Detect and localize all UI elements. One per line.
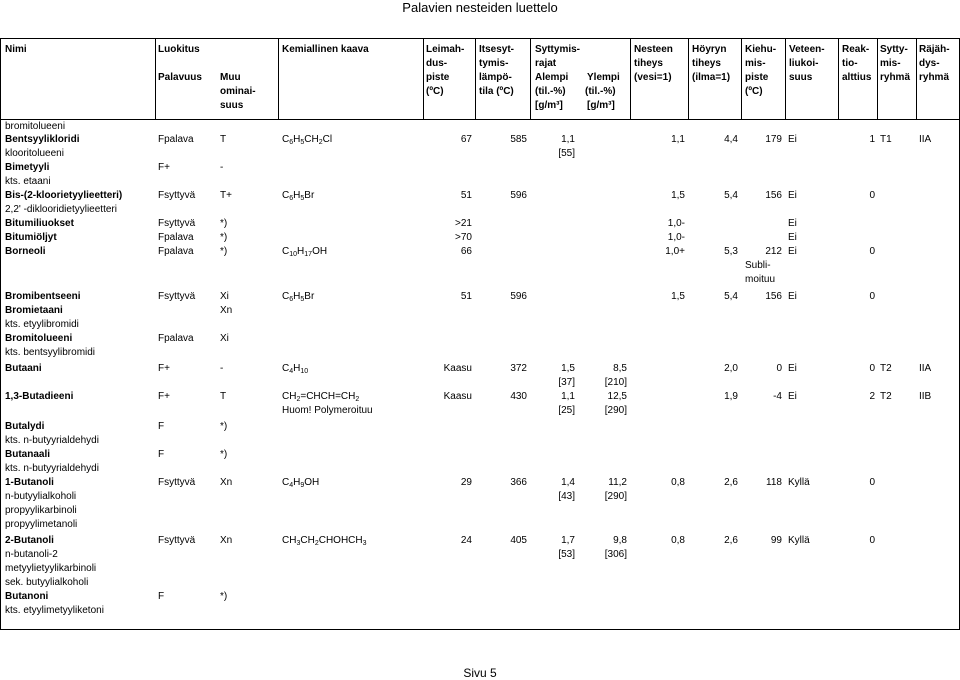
header-itsesyttymis: tymis- <box>479 58 509 69</box>
row-name: Bis-(2-kloorietyylieetteri) <box>5 190 123 201</box>
header-syttymisryhma: ryhmä <box>880 72 911 83</box>
header-reaktioalttius: alttius <box>842 72 872 83</box>
row-reaktioalttius: 0 <box>869 535 875 546</box>
row-kiehumispiste: 0 <box>776 363 782 374</box>
row-hoyryn-tiheys: 5,4 <box>724 190 738 201</box>
row-name: sek. butyylialkoholi <box>5 577 89 588</box>
row-formula: $C_6H_5CH_2Cl$ <box>282 134 333 146</box>
header-itsesyttymis: tila (ºC) <box>479 86 514 97</box>
row-name: 1-Butanoli <box>5 477 54 488</box>
row-name: n-butyylialkoholi <box>5 491 77 502</box>
row-leimahduspiste: Kaasu <box>443 363 472 374</box>
row-muu: Xi <box>220 291 229 302</box>
header-hoyryn-tiheys: Höyryn <box>692 44 727 55</box>
row-muu: - <box>220 162 224 173</box>
header-reaktioalttius: Reak- <box>842 44 870 55</box>
header-palavuus: Palavuus <box>158 72 202 83</box>
row-name: kts. etyylimetyyliketoni <box>5 605 104 616</box>
page-number: Sivu 5 <box>463 666 497 680</box>
document-title: Palavien nesteiden luettelo <box>402 0 558 15</box>
row-name: kts. etyylibromidi <box>5 319 79 330</box>
header-itsesyttymis: Itsesyt- <box>479 44 515 55</box>
row-kiehumispiste: 212 <box>765 246 782 257</box>
row-name: propyylikarbinoli <box>5 505 77 516</box>
row-name: kts. etaani <box>5 176 51 187</box>
header-nesteen-tiheys: tiheys <box>634 58 663 69</box>
row-veteenliukoisuus: Kyllä <box>788 477 810 488</box>
row-itsesyttymis: 366 <box>510 477 527 488</box>
col-divider <box>838 39 839 119</box>
row-leimahduspiste: 29 <box>460 477 472 488</box>
row-palavuus: Fpalava <box>158 232 194 243</box>
row-palavuus: F+ <box>158 391 170 402</box>
row-formula: $CH_2=CHCH=CH_2$ <box>282 391 360 403</box>
row-ylempi: [290] <box>604 491 627 502</box>
row-alempi: [43] <box>558 491 575 502</box>
row-leimahduspiste: 67 <box>460 134 472 145</box>
row-hoyryn-tiheys: 2,6 <box>724 535 738 546</box>
row-muu: Xn <box>220 477 233 488</box>
row-palavuus: F <box>158 449 165 460</box>
col-divider <box>530 39 531 119</box>
header-syttymisryhma: Sytty- <box>880 44 908 55</box>
row-alempi: [25] <box>558 405 575 416</box>
row-name: 2-Butanoli <box>5 535 54 546</box>
row-alempi: 1,4 <box>561 477 575 488</box>
row-formula: $C_{10}H_{17}OH$ <box>282 246 328 258</box>
row-itsesyttymis: 430 <box>510 391 527 402</box>
row-itsesyttymis: 372 <box>510 363 527 374</box>
row-hoyryn-tiheys: 5,4 <box>724 291 738 302</box>
row-name: Butanaali <box>5 449 51 460</box>
header-luokitus: Luokitus <box>158 44 200 55</box>
row-palavuus: F+ <box>158 162 170 173</box>
row-kiehumispiste: 99 <box>770 535 782 546</box>
row-ylempi: 12,5 <box>607 391 627 402</box>
row-hoyryn-tiheys: 5,3 <box>724 246 738 257</box>
header-hoyryn-tiheys: (ilma=1) <box>692 72 731 83</box>
header-leimahduspiste: dus- <box>426 58 448 69</box>
row-muu: Xi <box>220 333 229 344</box>
row-formula: $CH_3CH_2CHOHCH_3$ <box>282 535 367 547</box>
row-hoyryn-tiheys: 2,6 <box>724 477 738 488</box>
header-leimahduspiste: Leimah- <box>426 44 465 55</box>
row-muu: *) <box>220 232 228 243</box>
row-formula: $C_4H_{10}$ <box>282 363 309 375</box>
row-note: Huom! Polymeroituu <box>282 405 373 416</box>
row-ylempi: [290] <box>604 405 627 416</box>
row-reaktioalttius: 0 <box>869 291 875 302</box>
row-muu: T <box>220 391 227 402</box>
row-alempi: [37] <box>558 377 575 388</box>
row-reaktioalttius: 1 <box>869 134 875 145</box>
row-rajahdysryhma: IIB <box>919 391 932 402</box>
row-muu: *) <box>220 449 228 460</box>
row-name: Butanoni <box>5 591 49 602</box>
row-veteenliukoisuus: Ei <box>788 363 797 374</box>
row-name: Bimetyyli <box>5 162 50 173</box>
row-formula: $C_4H_9OH$ <box>282 477 320 489</box>
header-syttymisrajat: Syttymis- <box>535 44 581 55</box>
row-palavuus: Fsyttyvä <box>158 190 196 201</box>
header-hoyryn-tiheys: tiheys <box>692 58 721 69</box>
row-name: kts. n-butyyrialdehydi <box>5 463 99 474</box>
row-name: Borneoli <box>5 246 46 257</box>
row-palavuus: F <box>158 421 165 432</box>
row-veteenliukoisuus: Ei <box>788 291 797 302</box>
header-muu: suus <box>220 100 244 111</box>
row-nesteen-tiheys: 1,0+ <box>665 246 685 257</box>
row-itsesyttymis: 596 <box>510 291 527 302</box>
col-divider <box>785 39 786 119</box>
col-divider <box>916 39 917 119</box>
row-ylempi: [210] <box>604 377 627 388</box>
row-palavuus: Fpalava <box>158 333 194 344</box>
col-divider <box>688 39 689 119</box>
row-leimahduspiste: >70 <box>455 232 472 243</box>
header-rajahdysryhma: ryhmä <box>919 72 950 83</box>
col-divider <box>475 39 476 119</box>
row-muu: - <box>220 363 224 374</box>
row-veteenliukoisuus: Ei <box>788 218 797 229</box>
header-nimi: Nimi <box>5 44 27 55</box>
row-reaktioalttius: 0 <box>869 363 875 374</box>
header-muu: ominai- <box>220 86 256 97</box>
row-name: klooritolueeni <box>5 148 64 159</box>
row-kiehumispiste: 118 <box>766 477 782 488</box>
header-kiehumispiste: (ºC) <box>745 86 763 97</box>
row-nesteen-tiheys: 1,0- <box>667 232 685 243</box>
row-alempi: 1,1 <box>561 391 575 402</box>
header-muu: Muu <box>220 72 241 83</box>
row-name: Bromibentseeni <box>5 291 81 302</box>
col-divider <box>0 39 1 629</box>
row-hoyryn-tiheys: 1,9 <box>724 391 738 402</box>
row-name: Bentsyylikloridi <box>5 134 80 145</box>
row-leimahduspiste: 24 <box>460 535 472 546</box>
header-reaktioalttius: tio- <box>842 58 858 69</box>
row-kiehumispiste-note: Subli- <box>745 260 771 271</box>
row-alempi: 1,1 <box>561 134 575 145</box>
header-syttymisrajat: rajat <box>535 58 557 69</box>
row-kiehumispiste: 156 <box>765 190 782 201</box>
row-veteenliukoisuus: Ei <box>788 391 797 402</box>
row-alempi: [55] <box>558 148 575 159</box>
header-alempi: Alempi <box>535 72 569 83</box>
col-divider <box>278 39 279 119</box>
row-leimahduspiste: >21 <box>455 218 472 229</box>
col-divider <box>877 39 878 119</box>
row-kiehumispiste-note: moituu <box>745 274 776 285</box>
row-veteenliukoisuus: Ei <box>788 134 797 145</box>
header-alempi: [g/m³] <box>535 100 563 111</box>
row-alempi: 1,7 <box>561 535 575 546</box>
row-name: kts. n-butyyrialdehydi <box>5 435 99 446</box>
row-name: n-butanoli-2 <box>5 549 58 560</box>
row-ylempi: 8,5 <box>613 363 627 374</box>
row-rajahdysryhma: IIA <box>919 134 932 145</box>
row-ylempi: 11,2 <box>608 477 627 488</box>
row-reaktioalttius: 0 <box>869 477 875 488</box>
row-name: Butalydi <box>5 421 45 432</box>
row-name: propyylimetanoli <box>5 519 78 530</box>
header-bottom-rule <box>0 119 960 120</box>
row-syttymisryhma: T1 <box>880 134 892 145</box>
row-muu: *) <box>220 246 228 257</box>
col-divider <box>423 39 424 119</box>
row-hoyryn-tiheys: 2,0 <box>724 363 738 374</box>
row-syttymisryhma: T2 <box>880 363 892 374</box>
row-veteenliukoisuus: Ei <box>788 246 797 257</box>
header-veteenliukoisuus: Veteen- <box>789 44 825 55</box>
col-divider <box>741 39 742 119</box>
row-name: Bitumiliuokset <box>5 218 74 229</box>
row-leimahduspiste: 66 <box>460 246 472 257</box>
row-veteenliukoisuus: Kyllä <box>788 535 810 546</box>
row-kiehumispiste: 179 <box>765 134 782 145</box>
row-name: Bitumiöljyt <box>5 232 57 243</box>
row-palavuus: Fsyttyvä <box>158 291 196 302</box>
header-nesteen-tiheys: (vesi=1) <box>634 72 672 83</box>
row-veteenliukoisuus: Ei <box>788 190 797 201</box>
row-ylempi: 9,8 <box>613 535 627 546</box>
header-rajahdysryhma: dys- <box>919 58 940 69</box>
row-name: bromitolueeni <box>5 121 66 132</box>
row-nesteen-tiheys: 0,8 <box>671 477 685 488</box>
row-itsesyttymis: 585 <box>510 134 527 145</box>
row-rajahdysryhma: IIA <box>919 363 932 374</box>
header-kiehumispiste: mis- <box>745 58 766 69</box>
row-palavuus: Fpalava <box>158 134 194 145</box>
row-muu: Xn <box>220 535 233 546</box>
row-palavuus: Fsyttyvä <box>158 535 196 546</box>
row-reaktioalttius: 2 <box>869 391 875 402</box>
row-reaktioalttius: 0 <box>869 190 875 201</box>
row-veteenliukoisuus: Ei <box>788 232 797 243</box>
header-leimahduspiste: (ºC) <box>426 86 444 97</box>
header-syttymisryhma: mis- <box>880 58 901 69</box>
row-muu: T+ <box>220 190 232 201</box>
header-rajahdysryhma: Räjäh- <box>919 44 950 55</box>
row-palavuus: Fpalava <box>158 246 194 257</box>
header-kiehumispiste: piste <box>745 72 769 83</box>
row-name: 2,2' -diklooridietyylieetteri <box>5 204 117 215</box>
row-muu: Xn <box>220 305 233 316</box>
header-leimahduspiste: piste <box>426 72 450 83</box>
row-formula: $C_6H_5Br$ <box>282 291 315 303</box>
row-alempi: 1,5 <box>561 363 575 374</box>
row-name: metyylietyylikarbinoli <box>5 563 97 574</box>
row-name: kts. bentsyylibromidi <box>5 347 96 358</box>
row-nesteen-tiheys: 0,8 <box>671 535 685 546</box>
row-ylempi: [306] <box>604 549 627 560</box>
row-muu: *) <box>220 591 228 602</box>
row-palavuus: F+ <box>158 363 170 374</box>
header-alempi: (til.-%) <box>535 86 566 97</box>
row-muu: *) <box>220 218 228 229</box>
header-ylempi: (til.-%) <box>585 86 616 97</box>
row-palavuus: Fsyttyvä <box>158 218 196 229</box>
row-itsesyttymis: 405 <box>510 535 527 546</box>
col-divider <box>630 39 631 119</box>
row-leimahduspiste: Kaasu <box>443 391 472 402</box>
header-veteenliukoisuus: liukoi- <box>789 58 819 69</box>
row-itsesyttymis: 596 <box>510 190 527 201</box>
row-muu: *) <box>220 421 228 432</box>
row-alempi: [53] <box>558 549 575 560</box>
header-kiehumispiste: Kiehu- <box>745 44 777 55</box>
header-veteenliukoisuus: suus <box>789 72 813 83</box>
header-ylempi: [g/m³] <box>587 100 615 111</box>
row-reaktioalttius: 0 <box>869 246 875 257</box>
row-nesteen-tiheys: 1,0- <box>667 218 685 229</box>
col-divider <box>155 39 156 119</box>
row-nesteen-tiheys: 1,5 <box>671 190 685 201</box>
row-name: Butaani <box>5 363 42 374</box>
row-name: 1,3-Butadieeni <box>5 391 74 402</box>
row-name: Bromietaani <box>5 305 63 316</box>
row-leimahduspiste: 51 <box>460 190 472 201</box>
row-hoyryn-tiheys: 4,4 <box>724 134 738 145</box>
row-name: Bromitolueeni <box>5 333 73 344</box>
row-palavuus: Fsyttyvä <box>158 477 196 488</box>
header-nesteen-tiheys: Nesteen <box>634 44 673 55</box>
header-itsesyttymis: lämpö- <box>479 72 512 83</box>
row-kiehumispiste: 156 <box>765 291 782 302</box>
row-syttymisryhma: T2 <box>880 391 892 402</box>
row-leimahduspiste: 51 <box>460 291 472 302</box>
row-kiehumispiste: -4 <box>773 391 782 402</box>
row-nesteen-tiheys: 1,5 <box>671 291 685 302</box>
header-kaava: Kemiallinen kaava <box>282 44 369 55</box>
row-palavuus: F <box>158 591 165 602</box>
header-ylempi: Ylempi <box>587 72 620 83</box>
row-muu: T <box>220 134 227 145</box>
row-formula: $C_6H_5Br$ <box>282 190 315 202</box>
row-nesteen-tiheys: 1,1 <box>671 134 685 145</box>
